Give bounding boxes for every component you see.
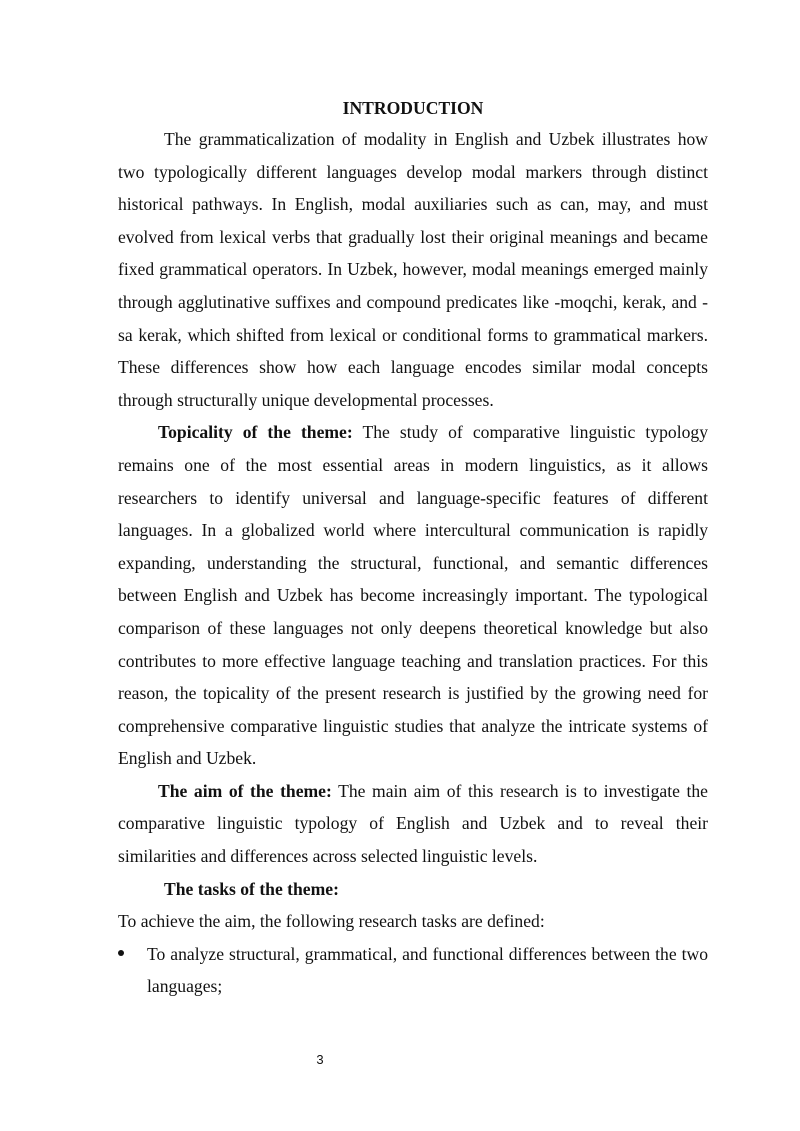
task-item-text: To analyze structural, grammatical, and functional differences between the two languages; — [147, 943, 708, 997]
aim-heading: The aim of the theme: — [158, 780, 332, 801]
topicality-paragraph — [118, 416, 708, 775]
tasks-list — [118, 938, 708, 1003]
page-number: 3 — [316, 1052, 324, 1067]
tasks-heading: The tasks of the theme: — [164, 878, 339, 899]
topicality-text: The study of comparative linguistic typology remains one of the most essential areas in modern linguistics, as it allows researchers to identify universal and language-specific features of different languages. In a globalized world where intercultural communication is rapidly expanding, understanding the structural, functional, and semantic differences between English and Uzbek has become increasingly important. The typological comparison of these languages not only deepens theoretical knowledge but also contributes to more effective language teaching and translation practices. For this reason, the topicality of the present research is justified by the growing need for comprehensive comparative linguistic studies that analyze the intricate systems of English and Uzbek. — [118, 422, 708, 769]
intro-paragraph: The grammaticalization of modality in English and Uzbek illustrates how two typologically different languages develop modal markers through distinct historical pathways. In English, modal auxiliaries such as can, may, and must evolved from lexical verbs that gradually lost their original meanings and became fixed grammatical operators. In Uzbek, however, modal meanings emerged mainly through agglutinative suffixes and compound predicates like -moqchi, kerak, and -sa kerak, which shifted from lexical or conditional forms to grammatical markers. These differences show how each language encodes similar modal concepts through structurally unique developmental processes. — [118, 129, 708, 410]
tasks-intro: To achieve the aim, the following research tasks are defined: — [118, 911, 545, 932]
section-title: INTRODUCTION — [342, 98, 484, 118]
bullet-icon — [118, 950, 124, 956]
list-item — [118, 938, 708, 1003]
aim-text: The main aim of this research is to investigate the comparative linguistic typology of English and Uzbek and to reveal their similarities and differences across selected linguistic levels. — [118, 780, 708, 867]
aim-paragraph — [118, 775, 708, 873]
topicality-heading: Topicality of the theme: — [158, 422, 353, 443]
page-content — [118, 91, 708, 1003]
